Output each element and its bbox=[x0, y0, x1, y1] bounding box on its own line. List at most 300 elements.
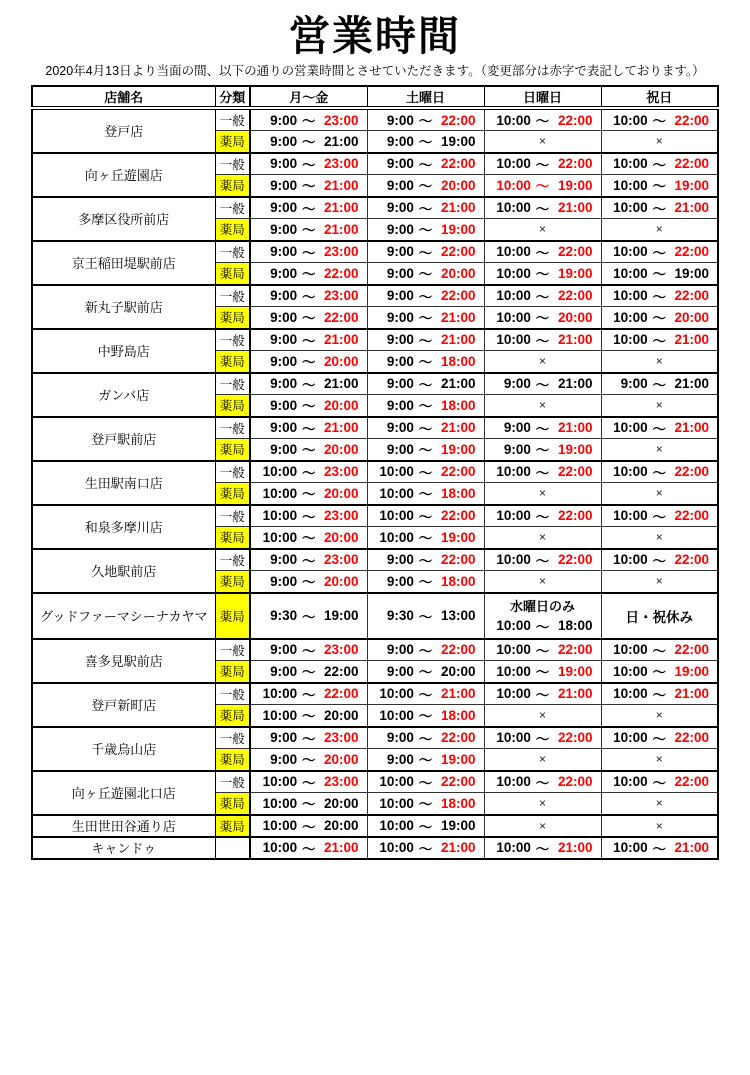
time-cell bbox=[601, 727, 718, 749]
time-start: 10:00 bbox=[262, 529, 298, 545]
time-cell bbox=[250, 639, 367, 661]
time-tilde-separator: ～ bbox=[535, 333, 550, 349]
time-range bbox=[368, 506, 484, 526]
time-tilde-separator: ～ bbox=[652, 179, 666, 195]
time-cell bbox=[367, 197, 484, 219]
time-tilde-separator: ～ bbox=[652, 289, 666, 305]
table-row bbox=[32, 815, 718, 837]
time-tilde-separator: ～ bbox=[535, 643, 550, 659]
time-range bbox=[368, 351, 484, 371]
category-badge: 一般 bbox=[215, 153, 250, 175]
time-range bbox=[368, 527, 484, 547]
time-start: 9:00 bbox=[270, 309, 298, 325]
time-end: 20:00 bbox=[323, 751, 359, 767]
time-cell bbox=[367, 329, 484, 351]
store-name: 多摩区役所前店 bbox=[32, 197, 215, 241]
time-start: 9:00 bbox=[386, 730, 414, 746]
note-time-cell bbox=[484, 593, 601, 639]
time-tilde-separator: ～ bbox=[301, 819, 316, 835]
time-cell bbox=[250, 307, 367, 329]
closed-mark: × bbox=[655, 486, 663, 501]
time-tilde-separator: ～ bbox=[535, 509, 550, 525]
time-tilde-separator: ～ bbox=[301, 114, 316, 130]
time-cell bbox=[367, 505, 484, 527]
time-tilde-separator: ～ bbox=[652, 553, 666, 569]
store-name: 生田世田谷通り店 bbox=[32, 815, 215, 837]
time-start: 10:00 bbox=[613, 774, 648, 790]
category-badge: 一般 bbox=[215, 108, 250, 131]
time-start: 9:00 bbox=[386, 200, 414, 216]
time-range bbox=[485, 330, 601, 350]
time-range bbox=[251, 263, 367, 283]
time-start: 9:00 bbox=[270, 200, 298, 216]
time-start: 9:00 bbox=[503, 376, 531, 392]
time-tilde-separator: ～ bbox=[301, 179, 316, 195]
time-range bbox=[602, 286, 718, 306]
time-end: 20:00 bbox=[323, 707, 359, 723]
time-range bbox=[251, 175, 367, 195]
time-cell bbox=[367, 175, 484, 197]
time-start: 9:00 bbox=[270, 397, 298, 413]
time-end: 22:00 bbox=[557, 508, 593, 524]
time-cell bbox=[367, 593, 484, 639]
closed-cell bbox=[601, 219, 718, 241]
time-cell bbox=[601, 373, 718, 395]
time-range bbox=[602, 307, 718, 327]
time-end: 21:00 bbox=[440, 332, 476, 348]
closed-mark: × bbox=[655, 134, 663, 149]
time-range bbox=[251, 728, 367, 748]
time-range bbox=[368, 198, 484, 218]
time-tilde-separator: ～ bbox=[301, 841, 316, 857]
time-start: 10:00 bbox=[496, 177, 531, 193]
closed-cell bbox=[601, 131, 718, 153]
closed-cell bbox=[601, 527, 718, 549]
time-tilde-separator: ～ bbox=[535, 421, 550, 437]
time-cell bbox=[250, 219, 367, 241]
time-start: 9:00 bbox=[386, 265, 414, 281]
store-name: 登戸新町店 bbox=[32, 683, 215, 727]
time-start: 10:00 bbox=[262, 818, 298, 834]
time-cell bbox=[601, 837, 718, 859]
closed-mark: × bbox=[538, 530, 546, 545]
time-tilde-separator: ～ bbox=[418, 731, 433, 747]
category-badge: 薬局 bbox=[215, 705, 250, 727]
table-row bbox=[32, 727, 718, 749]
time-end: 21:00 bbox=[440, 840, 476, 856]
time-cell bbox=[484, 175, 601, 197]
time-cell bbox=[601, 661, 718, 683]
time-end: 20:00 bbox=[440, 663, 476, 679]
time-tilde-separator: ～ bbox=[535, 245, 550, 261]
time-cell bbox=[367, 771, 484, 793]
time-start: 9:00 bbox=[270, 441, 298, 457]
time-cell bbox=[250, 417, 367, 439]
time-end: 13:00 bbox=[440, 608, 476, 624]
time-range bbox=[251, 286, 367, 306]
time-range bbox=[602, 175, 718, 195]
category-badge: 一般 bbox=[215, 373, 250, 395]
time-range bbox=[251, 131, 367, 151]
time-cell bbox=[367, 571, 484, 593]
time-end: 20:00 bbox=[674, 309, 709, 325]
time-start: 9:00 bbox=[386, 573, 414, 589]
time-start: 9:00 bbox=[386, 552, 414, 568]
time-end: 23:00 bbox=[323, 642, 359, 658]
time-cell bbox=[250, 837, 367, 859]
time-end: 21:00 bbox=[674, 200, 709, 216]
closed-mark: × bbox=[655, 354, 663, 369]
time-cell bbox=[367, 639, 484, 661]
time-tilde-separator: ～ bbox=[301, 609, 316, 625]
column-header-store: 店舗名 bbox=[32, 86, 215, 108]
time-start: 9:00 bbox=[270, 573, 298, 589]
time-start: 9:00 bbox=[386, 663, 414, 679]
time-start: 10:00 bbox=[379, 464, 414, 480]
time-end: 19:00 bbox=[440, 751, 476, 767]
time-start: 10:00 bbox=[496, 642, 531, 658]
time-end: 19:00 bbox=[557, 441, 593, 457]
time-end: 22:00 bbox=[557, 730, 593, 746]
table-row bbox=[32, 197, 718, 219]
time-end: 21:00 bbox=[674, 420, 709, 436]
column-header-holiday: 祝日 bbox=[601, 86, 718, 108]
time-tilde-separator: ～ bbox=[418, 643, 433, 659]
time-cell bbox=[484, 461, 601, 483]
time-start: 9:00 bbox=[270, 112, 298, 128]
time-range bbox=[368, 728, 484, 748]
time-tilde-separator: ～ bbox=[301, 665, 316, 681]
time-cell bbox=[250, 351, 367, 373]
time-cell bbox=[367, 307, 484, 329]
time-cell bbox=[601, 505, 718, 527]
time-start: 9:00 bbox=[270, 288, 298, 304]
time-range bbox=[251, 661, 367, 681]
time-tilde-separator: ～ bbox=[301, 311, 316, 327]
closed-mark: × bbox=[655, 796, 663, 811]
time-range bbox=[368, 330, 484, 350]
closed-mark: × bbox=[655, 222, 663, 237]
page-subtitle: 2020年4月13日より当面の間、以下の通りの営業時間とさせていただきます。（変更部分は赤字で表記しております。） bbox=[45, 64, 705, 79]
time-cell bbox=[250, 793, 367, 815]
time-tilde-separator: ～ bbox=[535, 687, 550, 703]
time-tilde-separator: ～ bbox=[301, 245, 316, 261]
time-start: 10:00 bbox=[613, 177, 648, 193]
time-end: 21:00 bbox=[557, 376, 593, 392]
time-tilde-separator: ～ bbox=[418, 377, 433, 393]
time-start: 10:00 bbox=[496, 840, 531, 856]
time-tilde-separator: ～ bbox=[418, 575, 433, 591]
time-tilde-separator: ～ bbox=[418, 223, 433, 239]
time-end: 22:00 bbox=[674, 156, 709, 172]
time-range bbox=[485, 661, 601, 681]
time-end: 21:00 bbox=[440, 420, 476, 436]
time-tilde-separator: ～ bbox=[301, 553, 316, 569]
time-range bbox=[368, 838, 484, 858]
time-cell bbox=[484, 197, 601, 219]
time-end: 22:00 bbox=[557, 156, 593, 172]
time-tilde-separator: ～ bbox=[535, 619, 550, 635]
time-start: 10:00 bbox=[613, 112, 648, 128]
time-start: 10:00 bbox=[379, 529, 414, 545]
time-tilde-separator: ～ bbox=[301, 753, 316, 769]
time-cell bbox=[367, 749, 484, 771]
time-range bbox=[368, 705, 484, 725]
time-start: 9:00 bbox=[386, 441, 414, 457]
time-range bbox=[602, 418, 718, 438]
time-range bbox=[602, 374, 718, 394]
time-cell bbox=[250, 593, 367, 639]
time-cell bbox=[250, 527, 367, 549]
time-tilde-separator: ～ bbox=[652, 775, 666, 791]
time-cell bbox=[367, 527, 484, 549]
time-start: 9:00 bbox=[386, 751, 414, 767]
table-row bbox=[32, 593, 718, 639]
time-start: 9:00 bbox=[386, 288, 414, 304]
time-cell bbox=[250, 683, 367, 705]
time-start: 10:00 bbox=[613, 332, 648, 348]
table-row bbox=[32, 241, 718, 263]
time-range bbox=[368, 793, 484, 813]
time-cell bbox=[601, 639, 718, 661]
time-cell bbox=[367, 241, 484, 263]
time-range bbox=[485, 506, 601, 526]
time-end: 19:00 bbox=[674, 265, 709, 281]
category-badge: 薬局 bbox=[215, 219, 250, 241]
time-tilde-separator: ～ bbox=[301, 509, 316, 525]
time-range bbox=[251, 330, 367, 350]
time-end: 21:00 bbox=[323, 376, 359, 392]
time-tilde-separator: ～ bbox=[418, 553, 433, 569]
category-badge: 薬局 bbox=[215, 395, 250, 417]
time-range bbox=[602, 263, 718, 283]
category-badge: 一般 bbox=[215, 241, 250, 263]
table-row bbox=[32, 108, 718, 131]
time-tilde-separator: ～ bbox=[652, 687, 666, 703]
closed-cell bbox=[601, 571, 718, 593]
time-tilde-separator: ～ bbox=[652, 465, 666, 481]
category-badge: 一般 bbox=[215, 683, 250, 705]
time-range bbox=[602, 330, 718, 350]
time-start: 10:00 bbox=[262, 686, 298, 702]
time-tilde-separator: ～ bbox=[301, 643, 316, 659]
time-range bbox=[485, 640, 601, 660]
time-start: 9:00 bbox=[386, 309, 414, 325]
category-badge: 薬局 bbox=[215, 571, 250, 593]
time-tilde-separator: ～ bbox=[418, 665, 433, 681]
time-start: 9:00 bbox=[620, 376, 648, 392]
time-start: 9:30 bbox=[270, 608, 298, 624]
time-cell bbox=[367, 815, 484, 837]
time-tilde-separator: ～ bbox=[652, 841, 666, 857]
table-row bbox=[32, 461, 718, 483]
closed-cell bbox=[484, 395, 601, 417]
category-badge: 薬局 bbox=[215, 527, 250, 549]
time-cell bbox=[601, 197, 718, 219]
closed-cell bbox=[484, 219, 601, 241]
time-range bbox=[368, 131, 484, 151]
time-tilde-separator: ～ bbox=[418, 179, 433, 195]
time-range bbox=[251, 198, 367, 218]
time-tilde-separator: ～ bbox=[301, 443, 316, 459]
time-tilde-separator: ～ bbox=[418, 114, 433, 130]
time-start: 10:00 bbox=[262, 795, 298, 811]
time-start: 9:00 bbox=[270, 156, 298, 172]
category-badge: 薬局 bbox=[215, 593, 250, 639]
time-tilde-separator: ～ bbox=[418, 443, 433, 459]
time-start: 10:00 bbox=[496, 464, 531, 480]
time-end: 20:00 bbox=[323, 795, 359, 811]
time-start: 10:00 bbox=[613, 508, 648, 524]
closed-mark: × bbox=[538, 486, 546, 501]
time-end: 22:00 bbox=[440, 642, 476, 658]
column-header-sunday: 日曜日 bbox=[484, 86, 601, 108]
time-tilde-separator: ～ bbox=[301, 399, 316, 415]
time-range bbox=[485, 684, 601, 704]
time-cell bbox=[250, 461, 367, 483]
time-start: 10:00 bbox=[379, 686, 414, 702]
time-end: 19:00 bbox=[440, 221, 476, 237]
time-end: 22:00 bbox=[440, 288, 476, 304]
column-header-saturday: 土曜日 bbox=[367, 86, 484, 108]
time-end: 22:00 bbox=[674, 552, 709, 568]
time-tilde-separator: ～ bbox=[652, 665, 666, 681]
time-range bbox=[251, 154, 367, 174]
time-end: 22:00 bbox=[557, 642, 593, 658]
time-cell bbox=[250, 549, 367, 571]
time-cell bbox=[367, 373, 484, 395]
time-end: 23:00 bbox=[323, 464, 359, 480]
time-range bbox=[602, 506, 718, 526]
time-range bbox=[251, 816, 367, 836]
category-badge: 一般 bbox=[215, 639, 250, 661]
time-start: 9:00 bbox=[270, 751, 298, 767]
table-row bbox=[32, 771, 718, 793]
time-tilde-separator: ～ bbox=[418, 135, 433, 151]
time-tilde-separator: ～ bbox=[418, 399, 433, 415]
time-end: 19:00 bbox=[440, 818, 476, 834]
time-range bbox=[251, 395, 367, 415]
time-end: 21:00 bbox=[557, 200, 593, 216]
store-name: ガンバ店 bbox=[32, 373, 215, 417]
time-start: 9:00 bbox=[270, 177, 298, 193]
time-range bbox=[485, 154, 601, 174]
time-range bbox=[368, 772, 484, 792]
time-tilde-separator: ～ bbox=[535, 731, 550, 747]
time-tilde-separator: ～ bbox=[301, 465, 316, 481]
time-start: 10:00 bbox=[496, 508, 531, 524]
time-range bbox=[368, 640, 484, 660]
time-end: 22:00 bbox=[440, 508, 476, 524]
closed-cell bbox=[484, 527, 601, 549]
time-end: 23:00 bbox=[323, 156, 359, 172]
time-start: 10:00 bbox=[613, 156, 648, 172]
time-end: 20:00 bbox=[323, 573, 359, 589]
time-tilde-separator: ～ bbox=[301, 775, 316, 791]
closed-cell bbox=[601, 815, 718, 837]
time-end: 22:00 bbox=[557, 552, 593, 568]
time-tilde-separator: ～ bbox=[301, 157, 316, 173]
time-range bbox=[368, 749, 484, 769]
time-end: 21:00 bbox=[440, 686, 476, 702]
time-cell bbox=[484, 683, 601, 705]
time-range bbox=[251, 749, 367, 769]
store-name: 喜多見駅前店 bbox=[32, 639, 215, 683]
time-end: 22:00 bbox=[557, 464, 593, 480]
time-start: 9:00 bbox=[503, 420, 531, 436]
table-row bbox=[32, 417, 718, 439]
time-end: 21:00 bbox=[323, 133, 359, 149]
time-tilde-separator: ～ bbox=[652, 201, 666, 217]
closed-mark: × bbox=[538, 398, 546, 413]
time-end: 21:00 bbox=[674, 840, 709, 856]
time-range bbox=[485, 286, 601, 306]
time-tilde-separator: ～ bbox=[301, 223, 316, 239]
time-range bbox=[368, 418, 484, 438]
time-end: 21:00 bbox=[323, 332, 359, 348]
time-tilde-separator: ～ bbox=[652, 114, 666, 130]
text-note-cell bbox=[601, 593, 718, 639]
column-header-weekday: 月～金 bbox=[250, 86, 367, 108]
hours-table-body bbox=[32, 108, 718, 859]
time-start: 9:00 bbox=[270, 642, 298, 658]
closed-cell bbox=[484, 483, 601, 505]
time-end: 20:00 bbox=[323, 818, 359, 834]
time-range bbox=[485, 175, 601, 195]
time-tilde-separator: ～ bbox=[301, 267, 316, 283]
time-start: 9:00 bbox=[386, 112, 414, 128]
time-start: 10:00 bbox=[496, 112, 531, 128]
time-end: 22:00 bbox=[557, 244, 593, 260]
time-end: 23:00 bbox=[323, 552, 359, 568]
time-start: 10:00 bbox=[262, 840, 298, 856]
category-badge: 一般 bbox=[215, 197, 250, 219]
closed-cell bbox=[484, 705, 601, 727]
time-cell bbox=[367, 483, 484, 505]
closed-cell bbox=[484, 571, 601, 593]
time-end: 20:00 bbox=[557, 309, 593, 325]
time-range bbox=[251, 772, 367, 792]
time-cell bbox=[250, 329, 367, 351]
time-cell bbox=[367, 131, 484, 153]
category-badge bbox=[215, 837, 250, 859]
time-tilde-separator: ～ bbox=[301, 289, 316, 305]
time-cell bbox=[367, 549, 484, 571]
time-start: 10:00 bbox=[613, 730, 648, 746]
time-end: 18:00 bbox=[440, 573, 476, 589]
closed-mark: × bbox=[538, 818, 546, 833]
time-end: 23:00 bbox=[323, 288, 359, 304]
time-tilde-separator: ～ bbox=[418, 311, 433, 327]
store-name: 新丸子駅前店 bbox=[32, 285, 215, 329]
time-end: 22:00 bbox=[557, 112, 593, 128]
time-start: 9:00 bbox=[270, 376, 298, 392]
closed-mark: × bbox=[655, 530, 663, 545]
time-end: 22:00 bbox=[557, 774, 593, 790]
time-end: 18:00 bbox=[440, 795, 476, 811]
hours-table bbox=[31, 85, 719, 860]
time-range bbox=[602, 838, 718, 858]
time-end: 23:00 bbox=[323, 244, 359, 260]
time-end: 21:00 bbox=[440, 309, 476, 325]
time-tilde-separator: ～ bbox=[418, 841, 433, 857]
time-end: 22:00 bbox=[323, 309, 359, 325]
time-start: 10:00 bbox=[496, 552, 531, 568]
time-cell bbox=[484, 285, 601, 307]
category-badge: 薬局 bbox=[215, 351, 250, 373]
time-tilde-separator: ～ bbox=[301, 355, 316, 371]
time-tilde-separator: ～ bbox=[418, 333, 433, 349]
